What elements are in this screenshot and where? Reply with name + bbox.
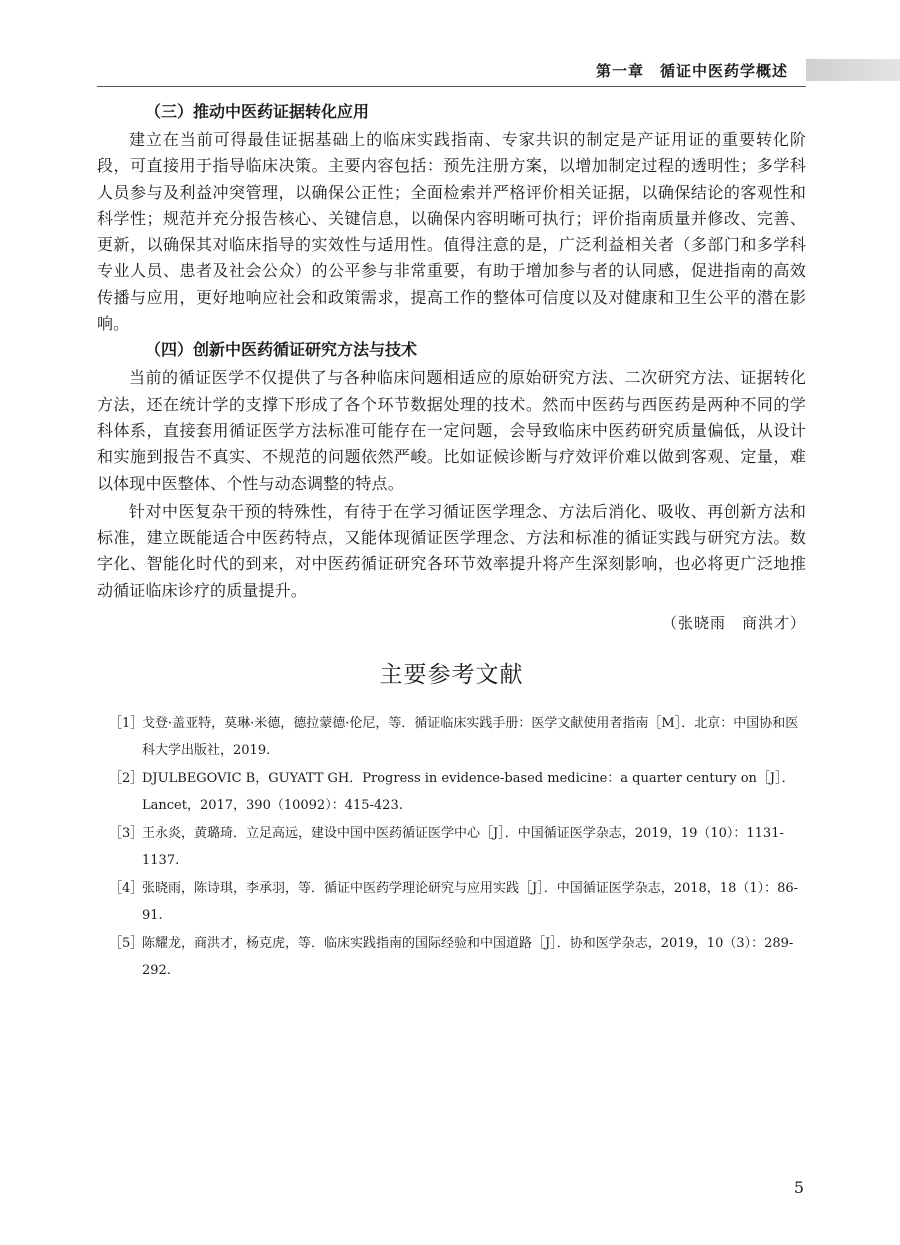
section-3-paragraph-1: 建立在当前可得最佳证据基础上的临床实践指南、专家共识的制定是产证用证的重要转化阶段，可直接用于指导临床决策。主要内容包括：预先注册方案，以增加制定过程的透明性；多学科人员参与及利益冲突管理，以确保公正性；全面检索并严格评价相关证据，以确保结论的客观性和科学性；规范并充分报告核心、关键信息，以确保内容明晰可执行；评价指南质量并修改、完善、更新，以确保其对临床指导的实效性与适用性。值得注意的是，广泛利益相关者（多部门和多学科专业人员、患者及社会公众）的公平参与非常重要，有助于增加参与者的认同感，促进指南的高效传播与应用，更好地响应社会和政策需求，提高工作的整体可信度以及对健康和卫生公平的潜在影响。 xyxy=(97,130,806,334)
page-body xyxy=(97,97,806,986)
authors-line: （张晓雨 商洪才） xyxy=(661,614,806,633)
reference-item xyxy=(97,931,806,984)
section-4-paragraph-1: 当前的循证医学不仅提供了与各种临床问题相适应的原始研究方法、二次研究方法、证据转化方法，还在统计学的支撑下形成了各个环节数据处理的技术。然而中医药与西医药是两种不同的学科体系，直接套用循证医学方法标准可能存在一定问题，会导致临床中医药研究质量偏低，从设计和实施到报告不真实、不规范的问题依然严峻。比如证候诊断与疗效评价难以做到客观、定量，难以体现中医整体、个性与动态调整的特点。 xyxy=(97,368,806,493)
section-4-paragraph-2: 针对中医复杂干预的特殊性，有待于在学习循证医学理念、方法后消化、吸收、再创新方法和标准，建立既能适合中医药特点，又能体现循证医学理念、方法和标准的循证实践与研究方法。数字化、智能化时代的到来，对中医药循证研究各环节效率提升将产生深刻影响，也必将更广泛地推动循证临床诊疗的质量提升。 xyxy=(97,501,806,600)
reference-text: DJULBEGOVIC B，GUYATT GH．Progress in evidence-based medicine：a quarter century on［J］．Lancet，2017，390（10092）：415-423. xyxy=(142,771,795,813)
page-number: 5 xyxy=(793,1178,804,1197)
reference-number: ［1］ xyxy=(109,716,144,732)
reference-number: ［3］ xyxy=(109,826,144,842)
references-title: 主要参考文献 xyxy=(379,662,524,689)
section-heading-3: （三）推动中医药证据转化应用 xyxy=(145,102,370,121)
reference-text: 王永炎，黄璐琦．立足高远，建设中国中医药循证医学中心［J］．中国循证医学杂志，2019，19（10）：1131-1137. xyxy=(142,826,784,868)
header-divider xyxy=(97,86,806,87)
reference-number: ［5］ xyxy=(109,936,144,952)
reference-text: 戈登·盖亚特，莫琳·米德，德拉蒙德·伦尼，等．循证临床实践手册：医学文献使用者指南［M］．北京：中国协和医科大学出版社，2019. xyxy=(142,716,799,758)
reference-item xyxy=(97,821,806,874)
reference-item xyxy=(97,766,806,819)
header-decorative-bar xyxy=(806,59,900,81)
reference-text: 张晓雨，陈诗琪，李承羽，等．循证中医药学理论研究与应用实践［J］．中国循证医学杂志，2018，18（1）：86-91. xyxy=(142,881,799,923)
reference-number: ［2］ xyxy=(109,771,144,787)
reference-item xyxy=(97,876,806,929)
section-heading-4: （四）创新中医药循证研究方法与技术 xyxy=(145,340,418,360)
reference-item xyxy=(97,711,806,764)
running-header-title: 第一章 循证中医药学概述 xyxy=(595,62,788,80)
reference-text: 陈耀龙，商洪才，杨克虎，等．临床实践指南的国际经验和中国道路［J］．协和医学杂志，2019，10（3）：289-292. xyxy=(142,936,794,978)
reference-number: ［4］ xyxy=(109,881,144,897)
references-list xyxy=(97,711,806,984)
